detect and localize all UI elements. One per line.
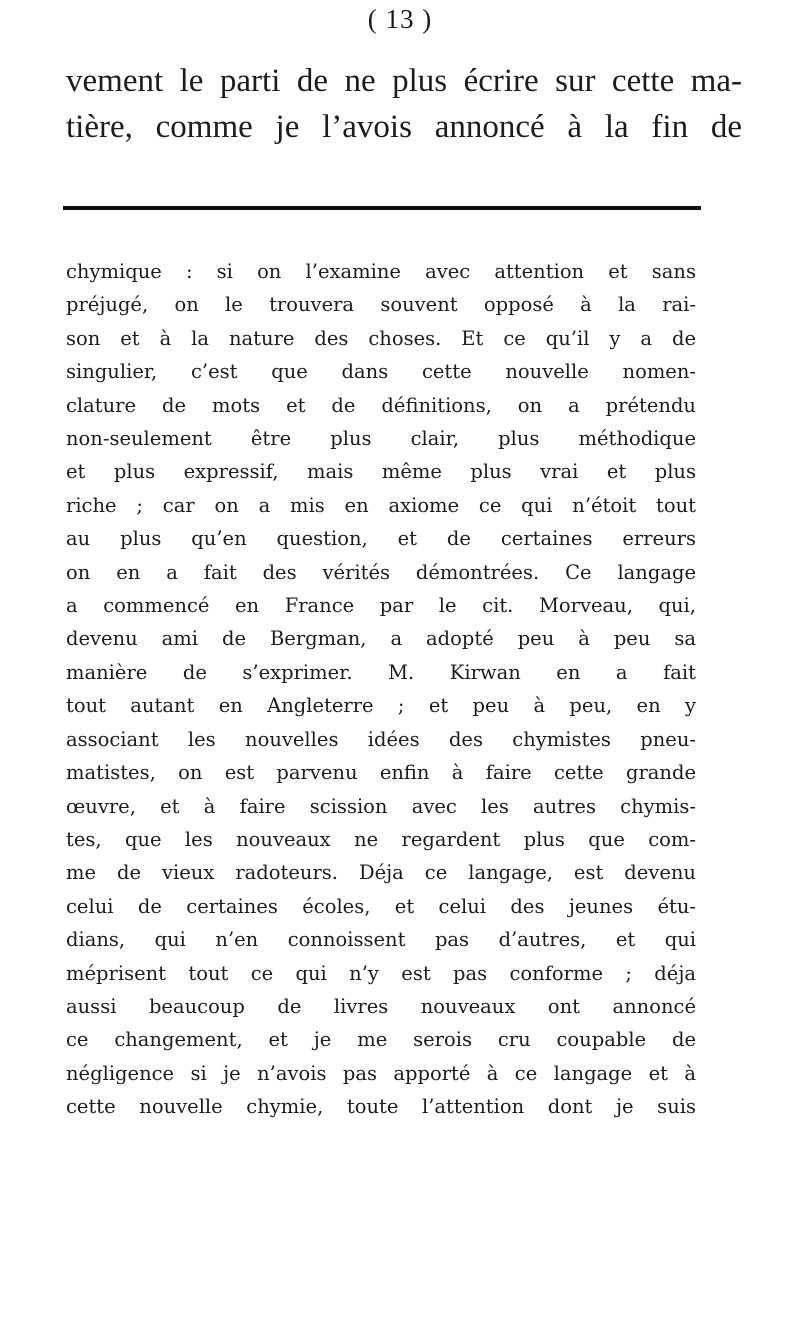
text-line: clature de mots et de définitions, on a prétendu [66, 393, 696, 417]
page-number: ( 13 ) [367, 4, 433, 34]
text-line: aussi beaucoup de livres nouveaux ont annoncé [66, 994, 696, 1018]
text-line: négligence si je n’avois pas apporté à ce langage et à [66, 1061, 696, 1085]
text-line: singulier, c’est que dans cette nouvelle nomen- [66, 360, 696, 384]
text-line: tout autant en Angleterre ; et peu à peu, en y [66, 694, 696, 718]
text-line: a commencé en France par le cit. Morveau, qui, [66, 594, 696, 618]
text-line: devenu ami de Bergman, a adopté peu à peu sa [66, 627, 696, 651]
text-line: riche ; car on a mis en axiome ce qui n’étoit tout [66, 493, 696, 517]
text-line: associant les nouvelles idées des chymistes pneu- [66, 727, 696, 751]
text-line: son et à la nature des choses. Et ce qu’il y a de [66, 326, 696, 350]
upper-line: vement le parti de ne plus écrire sur cette ma- [66, 63, 742, 99]
text-line: méprisent tout ce qui n’y est pas conforme ; déja [66, 961, 696, 985]
text-line: préjugé, on le trouvera souvent opposé à la rai- [66, 293, 696, 317]
text-line: non-seulement être plus clair, plus méthodique [66, 427, 696, 451]
text-line: au plus qu’en question, et de certaines erreurs [66, 527, 696, 551]
text-line: manière de s’exprimer. M. Kirwan en a fait [66, 660, 696, 684]
text-line: on en a fait des vérités démontrées. Ce langage [66, 560, 696, 584]
text-line: celui de certaines écoles, et celui des jeunes étu- [66, 894, 696, 918]
text-line: œuvre, et à faire scission avec les autres chymis- [66, 794, 696, 818]
body-text-block [66, 255, 696, 1124]
text-line: cette nouvelle chymie, toute l’attention dont je suis [66, 1095, 696, 1119]
text-line: matistes, on est parvenu enfin à faire cette grande [66, 761, 696, 785]
text-line: et plus expressif, mais même plus vrai et plus [66, 460, 696, 484]
text-line: me de vieux radoteurs. Déja ce langage, est devenu [66, 861, 696, 885]
separator-rule [63, 206, 701, 210]
text-line: tes, que les nouveaux ne regardent plus que com- [66, 827, 696, 851]
text-line: ce changement, et je me serois cru coupable de [66, 1028, 696, 1052]
upper-text-block [66, 58, 742, 150]
text-line: dians, qui n’en connoissent pas d’autres, et qui [66, 928, 696, 952]
upper-line: tière, comme je l’avois annoncé à la fin de [66, 109, 742, 145]
text-line: chymique : si on l’examine avec attention et sans [66, 260, 696, 283]
